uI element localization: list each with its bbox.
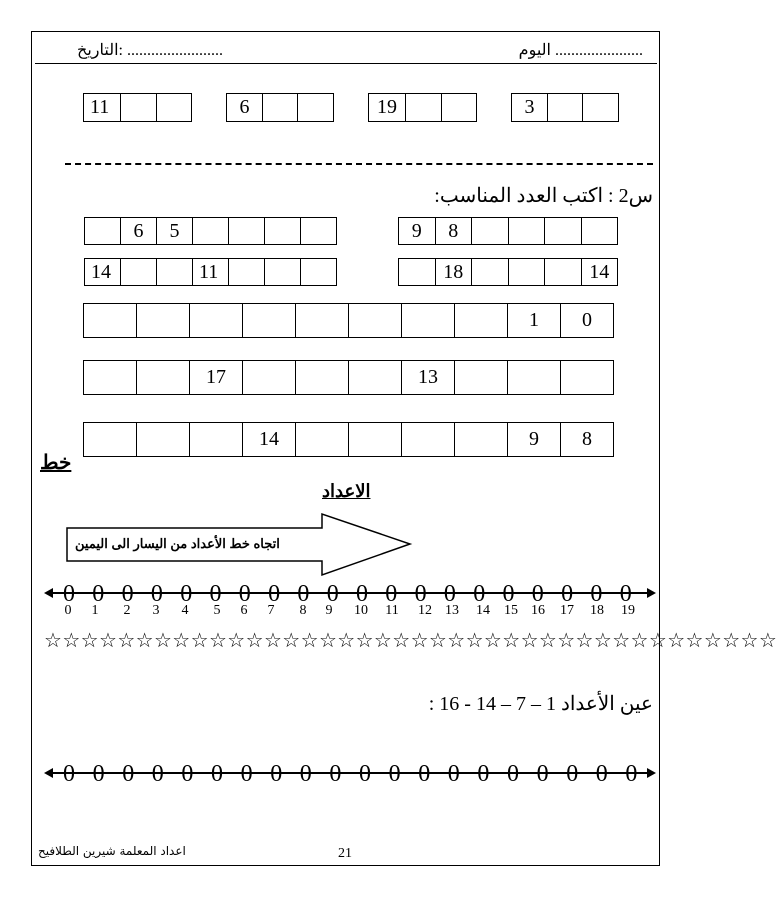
zero-glyph: 0: [63, 581, 75, 607]
day-label: اليوم ......................: [518, 42, 643, 59]
left-arrowhead: [44, 588, 53, 598]
zero-glyph: 0: [151, 761, 164, 787]
zero-glyph: 0: [299, 761, 312, 787]
zero-glyph: 0: [92, 581, 105, 607]
zero-glyph: 0: [121, 581, 134, 607]
number-line-1: [44, 581, 656, 618]
zero-glyph: 0: [414, 581, 427, 607]
grid-cell[interactable]: 8: [561, 422, 614, 457]
tick-label: 1: [91, 603, 99, 618]
zero-glyph: 0: [388, 761, 401, 787]
tick-label: 13: [445, 603, 459, 618]
tick-label: 10: [354, 603, 368, 618]
zero-glyph: 0: [92, 761, 105, 787]
grid-cell[interactable]: 14: [85, 258, 121, 286]
zero-glyph: 0: [477, 761, 490, 787]
zero-glyph: 0: [150, 581, 163, 607]
zero-glyph: 0: [238, 581, 251, 607]
tick-label: 9: [325, 603, 333, 618]
tick-label: 2: [123, 603, 131, 618]
tick-label: 0: [64, 603, 72, 618]
zero-glyph: 0: [297, 581, 310, 607]
left-arrowhead: [44, 768, 53, 778]
zero-glyph: 0: [329, 761, 342, 787]
zero-glyph: 0: [240, 761, 253, 787]
q1-cell[interactable]: 6: [227, 93, 263, 122]
q2-title: س2 : اكتب العدد المناسب:: [434, 185, 653, 207]
grid-cell[interactable]: 11: [193, 258, 229, 286]
zero-glyph: 0: [63, 761, 75, 787]
q1-cell[interactable]: 3: [512, 93, 548, 122]
grid-cell[interactable]: 18: [436, 258, 473, 286]
zero-glyph: 0: [590, 581, 603, 607]
grid-cell[interactable]: 14: [243, 422, 296, 457]
tick-label: 3: [152, 603, 160, 618]
tick-label: 18: [590, 603, 604, 618]
grid-cell[interactable]: 5: [157, 217, 193, 245]
grid-cell[interactable]: 9: [399, 217, 436, 245]
tick-label: 7: [267, 603, 275, 618]
zero-glyph: 0: [359, 761, 371, 787]
zero-glyph: 0: [209, 581, 222, 607]
tick-label: 12: [418, 603, 432, 618]
q1-cell[interactable]: 19: [369, 93, 406, 122]
zero-glyph: 0: [181, 761, 194, 787]
zero-glyph: 0: [443, 581, 456, 607]
zero-glyph: 0: [566, 761, 579, 787]
tick-label: 6: [240, 603, 248, 618]
zero-glyph: 0: [507, 761, 519, 787]
zero-glyph: 0: [536, 761, 549, 787]
zero-glyph: 0: [211, 761, 223, 787]
zero-glyph: 0: [385, 581, 398, 607]
grid-cell[interactable]: 8: [436, 217, 473, 245]
zero-glyph: 0: [619, 581, 632, 607]
grid-cell[interactable]: 9: [508, 422, 561, 457]
zero-glyph: 0: [595, 761, 608, 787]
date-label: التاريخ: ........................: [77, 42, 223, 59]
tick-label: 19: [621, 603, 635, 618]
zero-glyph: 0: [625, 761, 638, 787]
q3-prompt: عين الأعداد 1 – 7 – 14 - 16 :: [428, 693, 653, 715]
grid-cell[interactable]: 6: [121, 217, 157, 245]
page-number: 21: [338, 846, 352, 861]
tick-label: 14: [476, 603, 490, 618]
right-arrowhead: [647, 588, 656, 598]
number-line-2: [44, 761, 656, 787]
grid-cell[interactable]: 13: [402, 360, 455, 395]
tick-label: 4: [181, 603, 189, 618]
tick-label: 11: [385, 603, 399, 618]
grid-cell[interactable]: 0: [561, 303, 614, 338]
zero-glyph: 0: [268, 581, 281, 607]
grid-cell[interactable]: 17: [190, 360, 243, 395]
right-arrowhead: [647, 768, 656, 778]
author-footer: اعداد المعلمة شيرين الطلافيح: [38, 844, 186, 858]
khat-heading: خط: [40, 452, 72, 474]
zero-glyph: 0: [561, 581, 574, 607]
stars-row: ☆☆☆☆☆☆☆☆☆☆☆☆☆☆☆☆☆☆☆☆☆☆☆☆☆☆☆☆☆☆☆☆☆☆☆☆☆☆☆☆: [44, 630, 777, 652]
zero-glyph: 0: [447, 761, 460, 787]
zero-glyph: 0: [180, 581, 193, 607]
zero-glyph: 0: [418, 761, 431, 787]
tick-label: 17: [560, 603, 574, 618]
zero-glyph: 0: [270, 761, 283, 787]
tick-label: 5: [213, 603, 221, 618]
tick-label: 8: [299, 603, 307, 618]
tick-label: 15: [504, 603, 518, 618]
grid-cell[interactable]: 1: [508, 303, 561, 338]
arrow-direction-text: اتجاه خط الأعداد من اليسار الى اليمين: [75, 536, 280, 551]
q1-cell[interactable]: 11: [84, 93, 121, 122]
zero-glyph: 0: [122, 761, 135, 787]
zero-glyph: 0: [502, 581, 515, 607]
zero-glyph: 0: [531, 581, 544, 607]
tick-label: 16: [531, 603, 545, 618]
zero-glyph: 0: [356, 581, 368, 607]
zero-glyph: 0: [473, 581, 486, 607]
aadad-heading: الاعداد: [322, 481, 371, 501]
grid-cell[interactable]: 14: [582, 258, 619, 286]
zero-glyph: 0: [326, 581, 339, 607]
